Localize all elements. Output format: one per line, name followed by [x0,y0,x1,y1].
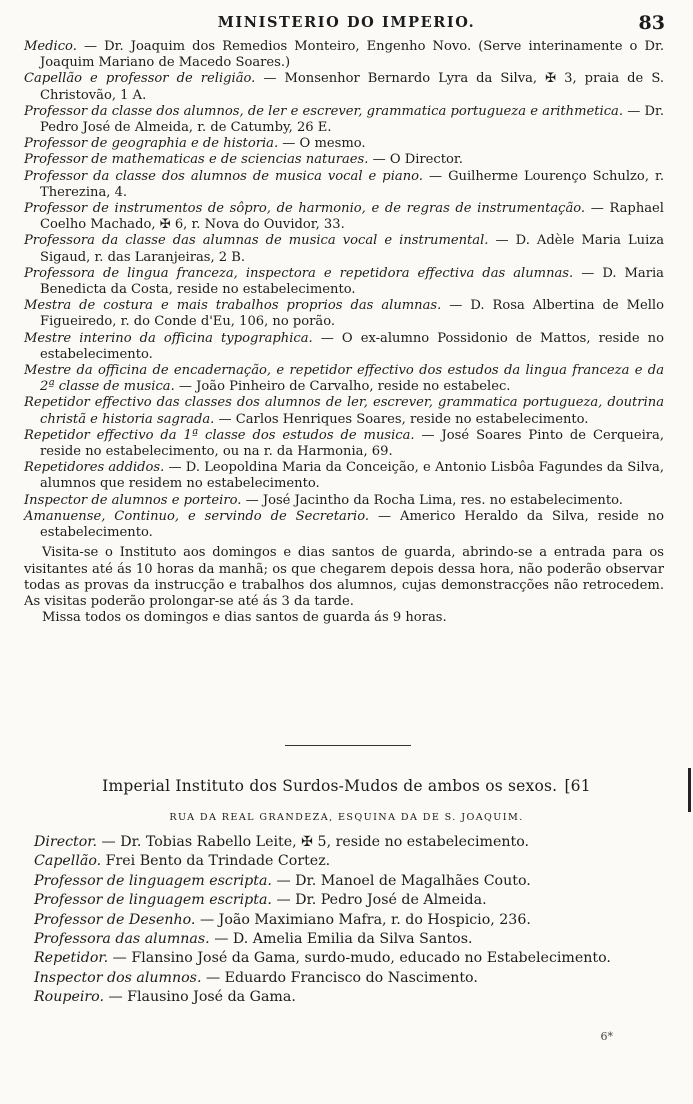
staff-entry [24,136,664,152]
section-divider [285,745,411,746]
entry-text: — D. Leopoldina Maria da Conceição, e Antonio Lisbôa Fagundes da Silva, alumnos que residem no estabelecimento. [40,460,664,492]
entry-text: — O Director. [368,152,463,168]
staff-entry [34,891,664,910]
entry-text: — D. Amelia Emilia da Silva Santos. [209,931,473,948]
entry-text: Frei Bento da Trindade Cortez. [101,853,331,870]
entry-text: — Americo Heraldo da Silva, reside no estabelecimento. [40,508,664,541]
entry-role: Professor da classe dos alumnos, de ler e escrever, grammatica portugueza e arithmetica. [24,103,624,119]
staff-entry [24,266,664,298]
entry-role: Repetidor. [34,950,109,967]
entry-role: Capellão. [34,853,102,870]
signature-mark: 6* [600,1030,613,1043]
entry-text: — Monsenhor Bernardo Lyra da Silva, ✠ 3, praia de S. Christovão, 1 A. [40,71,665,103]
entry-role: Director. [34,834,98,850]
staff-entry [34,949,664,968]
page-header [0,6,693,36]
entry-role: Mestre da officina de encadernação, e repetidor effectivo dos estudos da lingua franceza e da 2ª classe de musica. [24,363,664,395]
staff-entry [34,833,664,852]
staff-entry [24,71,664,103]
entry-text: — D. Maria Benedicta da Costa, reside no estabelecimento. [40,265,664,298]
entry-text: — Dr. Tobias Rabello Leite, ✠ 5, reside no estabelecimento. [97,834,529,850]
entry-role: Professora das alumnas. [34,931,210,948]
staff-entry [24,428,664,460]
institute-staff-entries [34,833,664,1008]
entry-role: Professora de lingua franceza, inspectora e repetidora effectiva das alumnas. [24,265,574,281]
visit-notices [24,545,664,626]
entry-text: — D. Rosa Albertina de Mello Figueiredo, r. do Conde d'Eu, 106, no porão. [40,298,665,330]
edge-mark [688,768,691,812]
staff-entry [24,104,664,136]
entry-role: Repetidores addidos. [24,460,165,476]
staff-entry [24,460,664,492]
visit-notice: Visita-se o Instituto aos domingos e dias santos de guarda, abrindo-se a entrada para os visitantes até ás 10 horas da manhã; os que chegarem depois dessa hora, não poderão observar todas as provas da instrucção e trabalhos dos alumnos, cujas demonstracções não retrocedem. As visitas poderão prolongar-se até ás 3 da tarde. [24,545,664,609]
entry-role: Roupeiro. [34,989,104,1006]
entry-role: Professor de linguagem escripta. [34,892,272,909]
staff-entry [24,363,664,395]
staff-entry [34,872,664,891]
page-number: 83 [638,12,665,34]
entry-text: — Dr. Manoel de Magalhães Couto. [271,872,531,889]
entry-text: — Eduardo Francisco do Nascimento. [201,969,478,986]
staff-entry [24,39,664,71]
staff-entry [24,395,664,427]
staff-entry [34,852,664,871]
entry-role: Professor de instrumentos de sôpro, de harmonio, e de regras de instrumentação. [24,201,586,217]
staff-list-section [24,39,664,626]
entry-text: — Flausino José da Gama. [103,989,296,1006]
entry-role: Inspector dos alumnos. [34,969,202,986]
entry-role: Amanuense, Continuo, e servindo de Secretario. [24,508,370,524]
staff-entries [24,39,664,541]
entry-role: Professor de Desenho. [34,911,196,928]
entry-text: — João Pinheiro de Carvalho, reside no estabelec. [174,379,511,395]
institute-number: [61 [564,777,591,795]
entry-text: — Guilherme Lourenço Schulzo, r. Therezina, 4. [40,168,664,200]
entry-text: — João Maximiano Mafra, r. do Hospicio, 236. [195,911,531,928]
staff-entry [24,201,664,233]
entry-role: Inspector de alumnos e porteiro. [24,492,242,508]
staff-entry [24,509,664,541]
entry-text: — Raphael Coelho Machado, ✠ 6, r. Nova do Ouvidor, 33. [40,201,664,233]
staff-entry [24,493,664,509]
entry-text: — Flansino José da Gama, surdo-mudo, educado no Estabelecimento. [108,950,611,967]
entry-text: — Carlos Henriques Soares, reside no estabelecimento. [214,411,589,427]
entry-text: — Dr. Joaquim dos Remedios Monteiro, Engenho Novo. (Serve interinamente o Dr. Joaquim Mariano de Macedo Soares.) [40,39,664,71]
entry-text: — O mesmo. [278,136,366,152]
staff-entry [24,298,664,330]
entry-role: Professora da classe das alumnas de musica vocal e instrumental. [24,233,489,249]
staff-entry [24,331,664,363]
entry-text: — Dr. Pedro José de Almeida, r. de Catumby, 26 E. [40,103,665,136]
mass-notice: Missa todos os domingos e dias santos de guarda ás 9 horas. [42,610,447,626]
entry-role: Repetidor effectivo das classes dos alumnos de ler, escrever, grammatica portugueza, doutrina christã e historia sagrada. [24,395,664,427]
entry-role: Capellão e professor de religião. [24,71,256,87]
entry-text: — José Jacintho da Rocha Lima, res. no estabelecimento. [241,492,623,508]
staff-entry [24,169,664,201]
entry-role: Professor da classe dos alumnos de musica vocal e piano. [24,168,423,184]
entry-role: Mestre interino da officina typographica. [24,330,313,346]
entry-role: Professor de geographia e de historia. [24,136,279,152]
entry-text: — Dr. Pedro José de Almeida. [271,892,487,909]
institute-staff-section [34,833,664,1008]
staff-entry [24,152,664,168]
entry-role: Repetidor effectivo da 1ª classe dos estudos de musica. [24,427,415,443]
staff-entry [34,969,664,988]
entry-role: Professor de linguagem escripta. [34,872,272,889]
staff-entry [24,233,664,265]
staff-entry [34,988,664,1007]
entry-role: Professor de mathematicas e de sciencias naturaes. [24,152,369,168]
entry-text: — D. Adèle Maria Luiza Sigaud, r. das Laranjeiras, 2 B. [40,233,665,265]
institute-heading [0,777,693,795]
entry-text: — O ex-alumno Possidonio de Mattos, reside no estabelecimento. [40,330,664,362]
entry-role: Medico. [24,39,77,54]
entry-role: Mestra de costura e mais trabalhos proprios das alumnas. [24,298,442,314]
institute-address: RUA DA REAL GRANDEZA, ESQUINA DA DE S. JOAQUIM. [169,812,524,823]
staff-entry [34,930,664,949]
entry-text: — José Soares Pinto de Cerqueira, reside no estabelecimento, ou na r. da Harmonia, 69. [40,427,664,460]
staff-entry [34,911,664,930]
institute-title: Imperial Instituto dos Surdos-Mudos de ambos os sexos. [102,777,558,795]
running-title: MINISTERIO DO IMPERIO. [217,14,476,31]
